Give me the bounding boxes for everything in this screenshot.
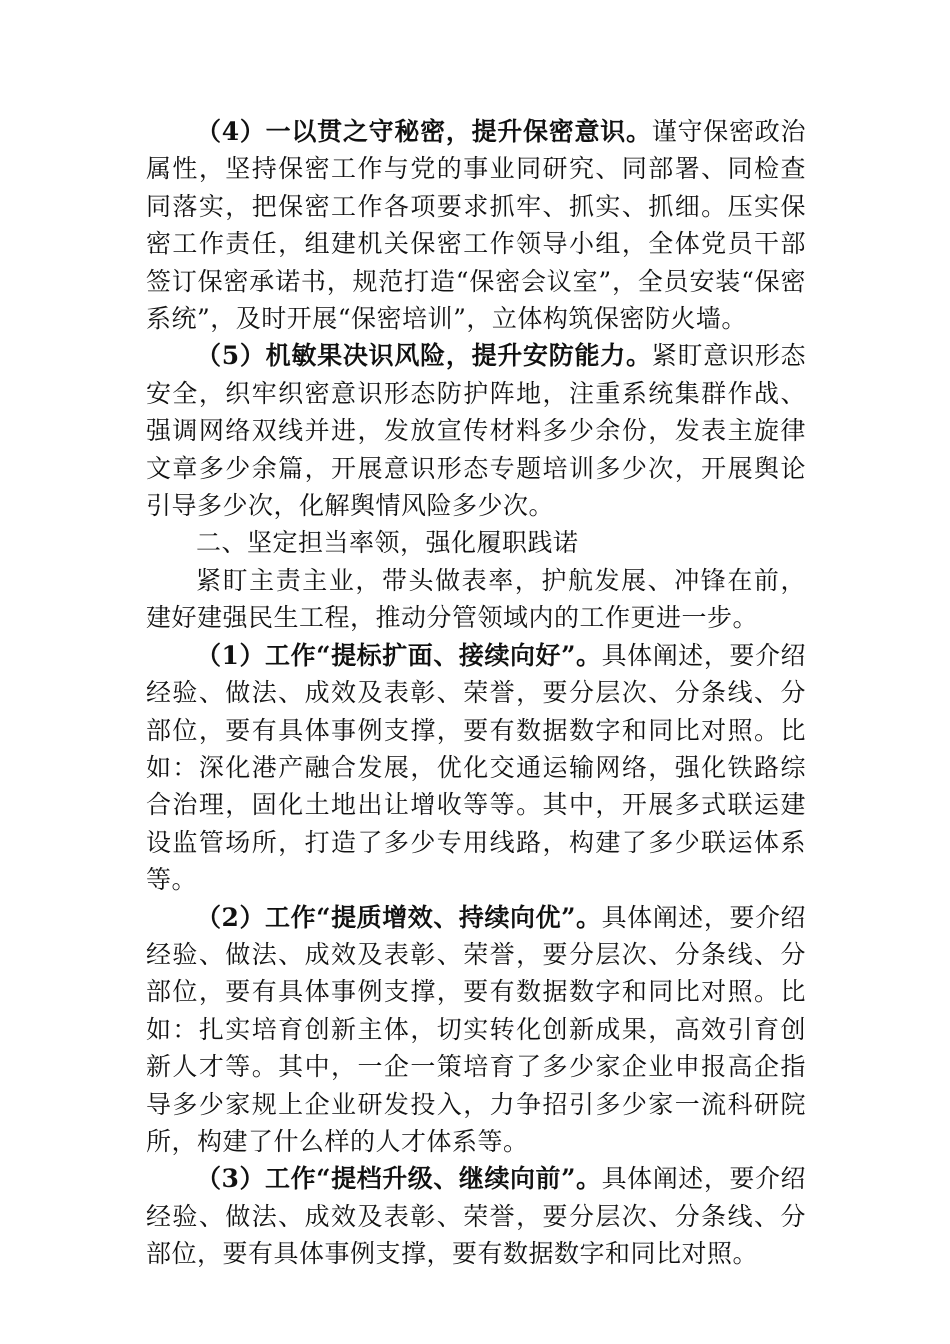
document-page	[146, 113, 806, 1273]
paragraph-lead: （5）机敏果决识风险，提升安防能力。	[196, 341, 652, 371]
paragraph-body: 紧盯意识形态安全，织牢织密意识形态防护阵地，注重系统集群作战、强调网络双线并进，发放宣传材料多少余份，发表主旋律文章多少余篇，开展意识形态专题培训多少次，开展舆论引导多少次，化解舆情风险多少次。	[146, 341, 806, 521]
paragraph-body: 具体阐述，要介绍经验、做法、成效及表彰、荣誉，要分层次、分条线、分部位，要有具体事例支撑，要有数据数字和同比对照。比如：扎实培育创新主体，切实转化创新成果，高效引育创新人才等。其中，一企一策培育了多少家企业申报高企指导多少家规上企业研发投入，力争招引多少家一流科研院所，构建了什么样的人才体系等。	[146, 902, 806, 1156]
paragraph-body: 具体阐述，要介绍经验、做法、成效及表彰、荣誉，要分层次、分条线、分部位，要有具体事例支撑，要有数据数字和同比对照。比如：深化港产融合发展，优化交通运输网络，强化铁路综合治理，固化土地出让增收等等。其中，开展多式联运建设监管场所，打造了多少专用线路，构建了多少联运体系等。	[146, 640, 806, 895]
section-intro: 紧盯主责主业，带头做表率，护航发展、冲锋在前，建好建强民生工程，推动分管领域内的工作更进一步。	[146, 565, 806, 633]
work-item-2	[146, 899, 806, 1161]
paragraph-item-5	[146, 337, 806, 524]
paragraph-lead: （2）工作“提质增效、持续向优”。	[196, 902, 602, 932]
paragraph-lead: （1）工作“提标扩面、接续向好”。	[196, 640, 602, 670]
section-heading: 二、坚定担当率领，强化履职践诺	[196, 528, 579, 558]
paragraph-lead: （3）工作“提档升级、继续向前”。	[196, 1164, 602, 1194]
paragraph-lead: （4）一以贯之守秘密，提升保密意识。	[196, 117, 652, 146]
work-item-3	[146, 1160, 806, 1272]
work-item-1	[146, 637, 806, 899]
paragraph-body: 具体阐述，要介绍经验、做法、成效及表彰、荣誉，要分层次、分条线、分部位，要有具体事例支撑，要有数据数字和同比对照。	[146, 1164, 806, 1269]
paragraph-item-4	[146, 113, 806, 337]
paragraph-body: 谨守保密政治属性，坚持保密工作与党的事业同研究、同部署、同检查同落实，把保密工作各项要求抓牢、抓实、抓细。压实保密工作责任，组建机关保密工作领导小组，全体党员干部签订保密承诺书，规范打造“保密会议室”，全员安装“保密系统”，及时开展“保密培训”，立体构筑保密防火墙。	[146, 117, 806, 334]
